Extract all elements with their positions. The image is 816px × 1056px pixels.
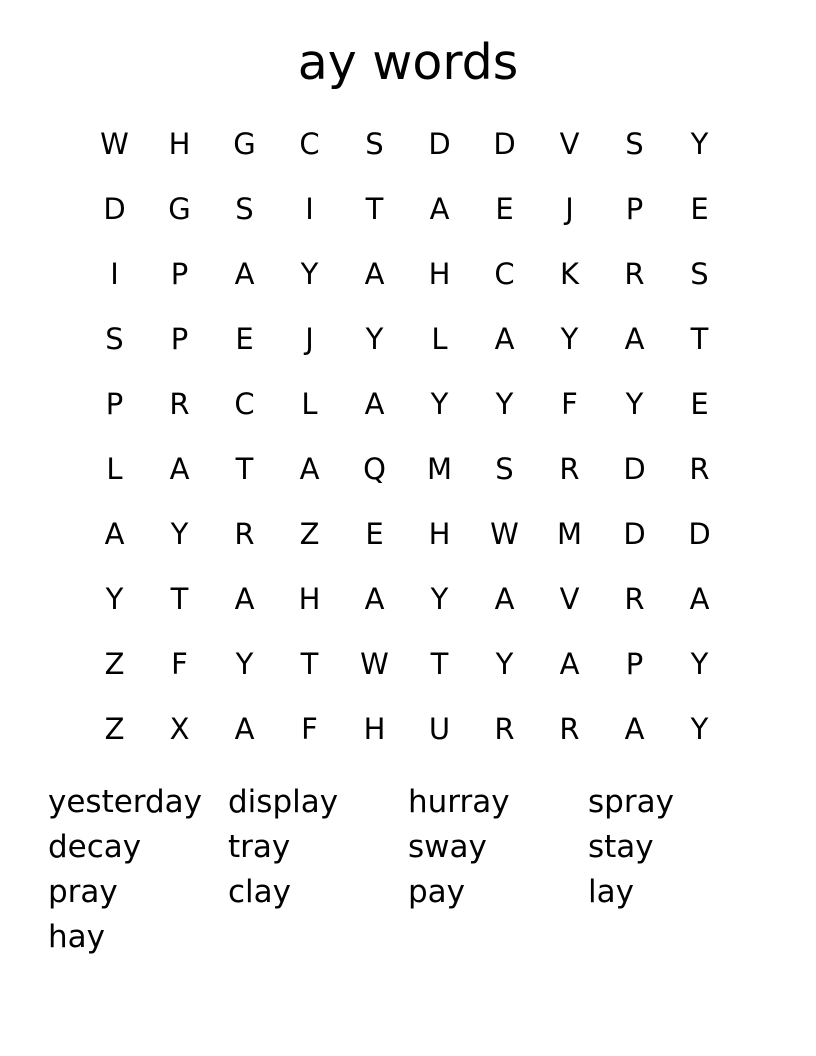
grid-letter: A	[429, 192, 450, 226]
grid-letter: R	[234, 517, 255, 551]
grid-letter: Y	[430, 582, 449, 616]
grid-letter: W	[490, 517, 519, 551]
grid-letter: K	[559, 257, 580, 291]
grid-letter: Y	[560, 322, 579, 356]
grid-letter: A	[494, 322, 515, 356]
grid-letter: A	[234, 712, 255, 746]
grid-row	[82, 697, 732, 762]
grid-letter: C	[494, 257, 515, 291]
grid-letter: A	[364, 387, 385, 421]
word-list-item: stay	[588, 829, 654, 865]
grid-row	[82, 177, 732, 242]
word-list-item: lay	[588, 874, 634, 910]
word-list-item: hay	[48, 919, 105, 955]
grid-letter: T	[365, 192, 384, 226]
grid-letter: U	[428, 712, 451, 746]
grid-row	[82, 112, 732, 177]
grid-row	[82, 632, 732, 697]
grid-letter: Y	[430, 387, 449, 421]
grid-letter: G	[168, 192, 191, 226]
grid-letter: Y	[495, 647, 514, 681]
grid-letter: E	[235, 322, 254, 356]
grid-letter: H	[298, 582, 321, 616]
word-list	[48, 780, 768, 960]
grid-letter: M	[556, 517, 583, 551]
grid-letter: H	[428, 257, 451, 291]
grid-letter: E	[690, 192, 709, 226]
grid-letter: P	[625, 192, 644, 226]
grid-letter: A	[234, 257, 255, 291]
word-list-item: decay	[48, 829, 142, 865]
grid-letter: Q	[363, 452, 386, 486]
grid-letter: Y	[690, 127, 709, 161]
grid-letter: Y	[365, 322, 384, 356]
grid-row	[82, 567, 732, 632]
word-list-item: pay	[408, 874, 466, 910]
grid-letter: R	[624, 582, 645, 616]
grid-letter: V	[559, 582, 580, 616]
grid-letter: S	[690, 257, 709, 291]
grid-letter: Y	[300, 257, 319, 291]
grid-letter: Z	[104, 647, 125, 681]
grid-letter: H	[428, 517, 451, 551]
grid-letter: G	[233, 127, 256, 161]
grid-letter: T	[170, 582, 189, 616]
grid-letter: T	[235, 452, 254, 486]
grid-letter: A	[624, 322, 645, 356]
grid-letter: S	[625, 127, 644, 161]
grid-letter: D	[428, 127, 451, 161]
grid-letter: E	[365, 517, 384, 551]
grid-letter: W	[360, 647, 389, 681]
grid-letter: A	[364, 582, 385, 616]
grid-letter: Z	[299, 517, 320, 551]
grid-letter: E	[690, 387, 709, 421]
grid-letter: T	[430, 647, 449, 681]
grid-letter: A	[559, 647, 580, 681]
grid-letter: H	[168, 127, 191, 161]
word-search-grid	[82, 112, 732, 762]
grid-row	[82, 502, 732, 567]
grid-row	[82, 372, 732, 437]
grid-letter: R	[559, 712, 580, 746]
grid-letter: Y	[625, 387, 644, 421]
word-list-item: clay	[228, 874, 291, 910]
grid-letter: A	[299, 452, 320, 486]
grid-row	[82, 437, 732, 502]
grid-letter: T	[300, 647, 319, 681]
word-list-item: sway	[408, 829, 487, 865]
grid-letter: I	[110, 257, 119, 291]
grid-letter: A	[234, 582, 255, 616]
word-list-item: pray	[48, 874, 118, 910]
grid-letter: R	[169, 387, 190, 421]
grid-letter: Z	[104, 712, 125, 746]
grid-letter: P	[170, 257, 189, 291]
grid-letter: A	[169, 452, 190, 486]
grid-letter: A	[624, 712, 645, 746]
grid-letter: L	[431, 322, 448, 356]
grid-letter: L	[106, 452, 123, 486]
grid-letter: C	[299, 127, 320, 161]
grid-letter: R	[494, 712, 515, 746]
word-list-item: display	[228, 784, 339, 820]
word-list-item: yesterday	[48, 784, 203, 820]
grid-letter: C	[234, 387, 255, 421]
grid-letter: F	[561, 387, 578, 421]
grid-letter: R	[689, 452, 710, 486]
grid-letter: I	[305, 192, 314, 226]
grid-letter: R	[559, 452, 580, 486]
page-title: ay words	[297, 34, 519, 91]
grid-letter: R	[624, 257, 645, 291]
grid-letter: M	[426, 452, 453, 486]
word-list-item: spray	[588, 784, 674, 820]
grid-row	[82, 307, 732, 372]
grid-letter: P	[625, 647, 644, 681]
word-list-item: hurray	[408, 784, 510, 820]
grid-letter: P	[105, 387, 124, 421]
grid-row	[82, 242, 732, 307]
grid-letter: S	[365, 127, 384, 161]
grid-letter: P	[170, 322, 189, 356]
grid-letter: F	[301, 712, 318, 746]
grid-letter: X	[169, 712, 190, 746]
grid-letter: J	[305, 322, 314, 356]
grid-letter: S	[105, 322, 124, 356]
grid-letter: J	[565, 192, 574, 226]
grid-letter: Y	[690, 712, 709, 746]
grid-letter: A	[364, 257, 385, 291]
grid-letter: Y	[690, 647, 709, 681]
grid-letter: D	[688, 517, 711, 551]
grid-letter: W	[100, 127, 129, 161]
grid-letter: D	[623, 452, 646, 486]
grid-letter: E	[495, 192, 514, 226]
grid-letter: D	[493, 127, 516, 161]
grid-letter: S	[235, 192, 254, 226]
grid-letter: Y	[235, 647, 254, 681]
grid-letter: L	[301, 387, 318, 421]
grid-letter: Y	[495, 387, 514, 421]
grid-letter: F	[171, 647, 188, 681]
word-list-item: tray	[228, 829, 291, 865]
grid-letter: T	[690, 322, 709, 356]
grid-letter: S	[495, 452, 514, 486]
grid-letter: H	[363, 712, 386, 746]
grid-letter: V	[559, 127, 580, 161]
grid-letter: A	[494, 582, 515, 616]
grid-letter: A	[689, 582, 710, 616]
grid-letter: D	[623, 517, 646, 551]
grid-letter: D	[103, 192, 126, 226]
grid-letter: Y	[105, 582, 124, 616]
grid-letter: A	[104, 517, 125, 551]
grid-letter: Y	[170, 517, 189, 551]
